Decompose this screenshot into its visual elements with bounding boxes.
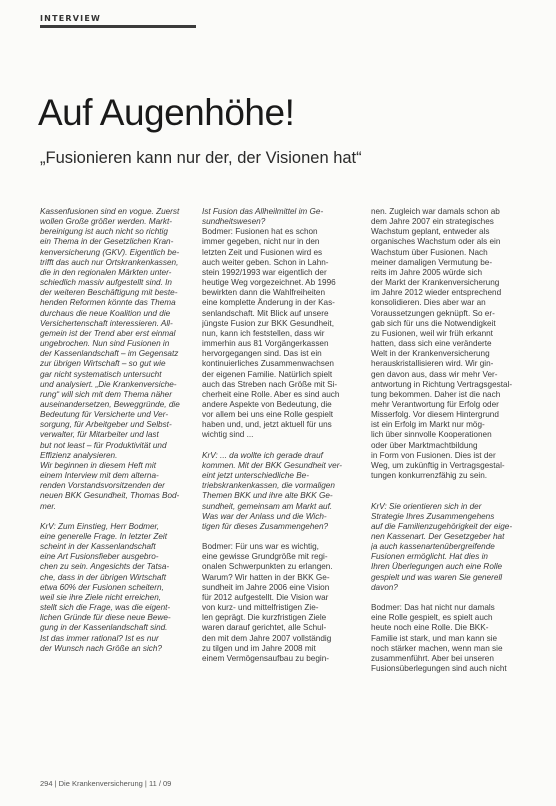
text-line: Wir beginnen in diesem Heft mit [40, 460, 156, 470]
text-line: Ist das immer rational? Ist es nur [40, 633, 159, 643]
text-line: lich über sinnvolle Kooperationen [371, 430, 492, 440]
text-line: zusammenführt. Aber bei unseren [371, 653, 494, 663]
text-line: Bodmer: Fusionen hat es schon [202, 227, 318, 237]
text-line: immerhin aus 81 Vorgängerkassen [202, 339, 329, 349]
text-line: letzten Zeit und Fusionen wird es [202, 247, 323, 257]
text-line: oder über Marktmachtbildung [371, 440, 478, 450]
text-line: Welt in der Krankenversicherung [371, 349, 490, 359]
text-line: gab sich für uns die Notwendigkeit [371, 318, 496, 328]
text-line: konsolidieren. Dies aber war an [371, 298, 486, 308]
text-line: Versichertenschaft interessieren. All- [40, 318, 173, 328]
text-line: und analysiert. „Die Krankenversiche- [40, 379, 177, 389]
text-line: sundheit, gemeinsam am Markt auf. [202, 501, 333, 511]
text-line: trifft das auch nur Ortskrankenkassen, [40, 257, 179, 267]
text-line: einem Vermögensaufbau zu begin- [202, 653, 329, 663]
text-line [202, 532, 362, 542]
section-label: INTERVIEW [40, 14, 102, 23]
text-line: mer. [40, 501, 57, 511]
text-line: ist ein Erfolg im Markt nur mög- [371, 420, 485, 430]
text-line: eine Art Fusionsfieber ausgebro- [40, 552, 159, 562]
text-line: zur übrigen Wirtschaft – so gut wie [40, 359, 166, 369]
text-column-3 [371, 207, 521, 674]
text-line: etwa 60% der Fusionen scheitern, [40, 582, 164, 592]
text-column-1 [40, 207, 194, 654]
text-line: triebskrankenkassen, die vormaligen [202, 481, 335, 491]
text-line: auf die Familienzugehörigkeit der eige- [371, 521, 513, 531]
text-line: nen. Zugleich war damals schon ab [371, 207, 500, 216]
text-line: tung bekommen. Daher ist die nach [371, 389, 501, 399]
text-line: stellt sich die Frage, was die eigent- [40, 603, 171, 613]
text-line: waren darauf gerichtet, alle Schul- [202, 623, 327, 633]
text-line: scheint in der Kassenlandschaft [40, 542, 156, 552]
text-line: che, dass in der übrigen Wirtschaft [40, 572, 166, 582]
text-line: in Form von Fusionen. Dies ist der [371, 450, 496, 460]
text-line: zu tilgen und im Jahre 2008 mit [202, 643, 316, 653]
text-line: sorgung, für Arbeitgeber und Selbst- [40, 420, 172, 430]
text-line: KrV: Zum Einstieg, Herr Bodmer, [40, 521, 160, 531]
text-line: immer gegeben, nicht nur in den [202, 237, 320, 247]
text-line: auseinandersetzen, Beweggründe, die [40, 399, 180, 409]
text-line: Bedeutung für Versicherte und Ver- [40, 410, 169, 420]
text-line: gemein ist der Trend aber erst einmal [40, 328, 176, 338]
text-line: die in den regionalen Märkten unter- [40, 267, 172, 277]
text-line: einem Interview mit dem alterna- [40, 471, 159, 481]
text-line: bereinigung ist auch nicht so richtig [40, 227, 168, 237]
text-line: Ist Fusion das Allheilmittel im Ge- [202, 207, 324, 216]
text-line: im Jahre 2012 wieder entsprechend [371, 288, 502, 298]
text-line: organisches Wachstum oder als ein [371, 237, 501, 247]
text-line: kontinuierliches Zusammenwachsen [202, 359, 334, 369]
text-line: cherheit eine Rolle. Aber es sind auch [202, 389, 340, 399]
text-line: eine komplette Änderung in der Kas- [202, 298, 335, 308]
text-line: andere Aspekte von Bedeutung, die [202, 399, 332, 409]
text-line: sundheit im Jahre 2006 eine Vision [202, 582, 330, 592]
text-line: Fusionen ermöglicht. Hat dies in [371, 552, 488, 562]
text-line: antwortung in Richtung Vertragsgestal- [371, 379, 513, 389]
text-line: Wachstum über Fusionen. Nach [371, 247, 488, 257]
text-line: tungen konkurrenzfähig zu sein. [371, 471, 488, 481]
text-line: tigen für dieses Zusammengehen? [202, 521, 329, 531]
text-line: senlandschaft. Mit Blick auf unsere [202, 308, 329, 318]
text-line: Effizienz analysieren. [40, 450, 118, 460]
text-line: davon? [371, 582, 398, 592]
text-line: eine Rolle gespielt, es spielt auch [371, 613, 493, 623]
text-line: der Wunsch nach Größe an sich? [40, 643, 162, 653]
text-line: stein 1992/1993 war eigentlich der [202, 267, 327, 277]
text-line [202, 441, 362, 451]
text-line: Kassenfusionen sind en vogue. Zuerst [40, 207, 180, 216]
text-line: wollen Große größer werden. Markt- [40, 217, 172, 227]
text-line: herauskristallisieren wird. Wir gin- [371, 359, 494, 369]
text-line: Strategie Ihres Zusammengehens [371, 511, 495, 521]
text-line: Themen BKK und ihre alte BKK Ge- [202, 491, 333, 501]
text-line: Bodmer: Das hat nicht nur damals [371, 603, 495, 613]
text-line: gespielt und was waren Sie generell [371, 572, 503, 582]
text-line: kenversicherung (GKV). Eigentlich be- [40, 247, 180, 257]
page-footer: 294 | Die Krankenversicherung | 11 / 09 [40, 779, 172, 788]
text-line: Wachstum geplant, entweder als [371, 227, 490, 237]
text-line: dem Jahre 2007 ein strategisches [371, 217, 494, 227]
text-line: Ihren Überlegungen auch eine Rolle [371, 562, 503, 572]
text-line: ungebrochen. Nun sind Fusionen in [40, 339, 170, 349]
text-line: weil sie ihre Ziele nicht erreichen, [40, 592, 162, 602]
text-line: Bodmer: Für uns war es wichtig, [202, 542, 319, 552]
text-line: der Markt der Krankenversicherung [371, 278, 500, 288]
text-line: heutige Weg vorgezeichnet. Ab 1996 [202, 278, 336, 288]
text-line: der weiteren Beschäftigung mit beste- [40, 288, 178, 298]
section-rule [40, 25, 196, 28]
text-line: jüngste Fusion zur BKK Gesundheit, [202, 318, 334, 328]
text-line: reits im Jahre 2005 würde sich [371, 267, 483, 277]
text-line: henden Reformen könnte das Thema [40, 298, 176, 308]
text-line: neuen BKK Gesundheit, Thomas Bod- [40, 491, 180, 501]
text-line: gung in der Kassenlandschaft sind. [40, 623, 168, 633]
text-line: lichen Gründe für diese neue Bewe- [40, 613, 171, 623]
text-line: kommen. Mit der BKK Gesundheit ver- [202, 460, 343, 470]
text-line: Misserfolg. Vor diesem Hintergrund [371, 410, 499, 420]
text-line: Was war der Anlass und die Wich- [202, 511, 327, 521]
text-line: verwalter, für Mitarbeiter und last [40, 430, 159, 440]
text-line: noch stärker machen, wenn man sie [371, 643, 503, 653]
text-line: KrV: ... da wollte ich gerade drauf [202, 450, 323, 460]
text-line: Fusionsüberlegungen sind auch nicht [371, 663, 507, 673]
text-line: der Kassenlandschaft – im Gegensatz [40, 349, 179, 359]
subheadline: „Fusionieren kann nur der, der Visionen hat“ [40, 149, 362, 167]
text-line: für 2012 aufgestellt. Die Vision war [202, 592, 329, 602]
text-line: auch das Streben nach Größe mit Si- [202, 379, 338, 389]
text-line: eine generelle Frage. In letzter Zeit [40, 531, 167, 541]
text-line: wichtig sind ... [202, 430, 254, 440]
text-line: chen zu sein. Angesichts der Tatsa- [40, 562, 170, 572]
text-line: meiner damaligen Vermutung be- [371, 257, 493, 267]
text-line: zu Fusionen, weil wir früh erkannt [371, 328, 493, 338]
text-line: Voraussetzungen geknüpft. So er- [371, 308, 495, 318]
text-line [371, 491, 521, 501]
text-line: len geprägt. Die kurzfristigen Ziele [202, 613, 327, 623]
text-line: sundheitswesen? [202, 217, 266, 227]
text-line: ja auch kassenartenübergreifende [371, 542, 495, 552]
text-line: hervorgegangen sind. Das ist ein [202, 349, 322, 359]
text-line [371, 593, 521, 603]
text-line: Weg, um zukünftig in Vertragsgestal- [371, 460, 505, 470]
text-line: den mit dem Jahre 2007 vollständig [202, 633, 332, 643]
text-line: onalen Schwerpunkten zu erlangen. [202, 562, 333, 572]
text-line [371, 481, 521, 491]
text-line: gar nicht systematisch untersucht [40, 369, 162, 379]
text-line: durchaus die neue Koalition und die [40, 308, 171, 318]
text-line: mehr Verantwortung für Erfolg oder [371, 399, 499, 409]
text-line: der eigenen Familie. Natürlich spielt [202, 369, 333, 379]
text-line: rung“ will sich mit dem Thema näher [40, 389, 172, 399]
text-column-2 [202, 207, 362, 664]
text-line: nun, kann ich feststellen, dass wir [202, 328, 325, 338]
text-line: eine gewisse Grundgröße mit regi- [202, 552, 328, 562]
text-line [40, 512, 194, 522]
headline: Auf Augenhöhe! [38, 92, 295, 133]
text-line: nen Kassenart. Der Gesetzgeber hat [371, 531, 505, 541]
text-line: KrV: Sie orientieren sich in der [371, 501, 482, 511]
text-line: von kurz- und mittelfristigen Zie- [202, 603, 319, 613]
text-line: but not least – für Produktivität und [40, 440, 167, 450]
text-line: bewirkten dann die Wahlfreiheiten [202, 288, 326, 298]
text-line: heute noch eine Rolle. Die BKK- [371, 623, 489, 633]
text-line: eint jetzt unterschiedliche Be- [202, 471, 309, 481]
text-line: haben und, und, jetzt aktuell für uns [202, 420, 332, 430]
text-line: ein Thema in der Gesetzlichen Kran- [40, 237, 174, 247]
text-line: hatten, dass sich eine veränderte [371, 339, 492, 349]
text-line: gen davon aus, dass wir mehr Ver- [371, 369, 498, 379]
text-line: schiedlich massiv aufgestellt sind. In [40, 278, 172, 288]
text-line: auch weiter geben. Schon in Lahn- [202, 257, 329, 267]
text-line: renden Vorstandsvorsitzenden der [40, 481, 165, 491]
text-line: Warum? Wir hatten in der BKK Ge- [202, 572, 330, 582]
text-line: vor allem bei uns eine Rolle gespielt [202, 410, 334, 420]
text-line: Familie ist stark, und man kann sie [371, 633, 498, 643]
